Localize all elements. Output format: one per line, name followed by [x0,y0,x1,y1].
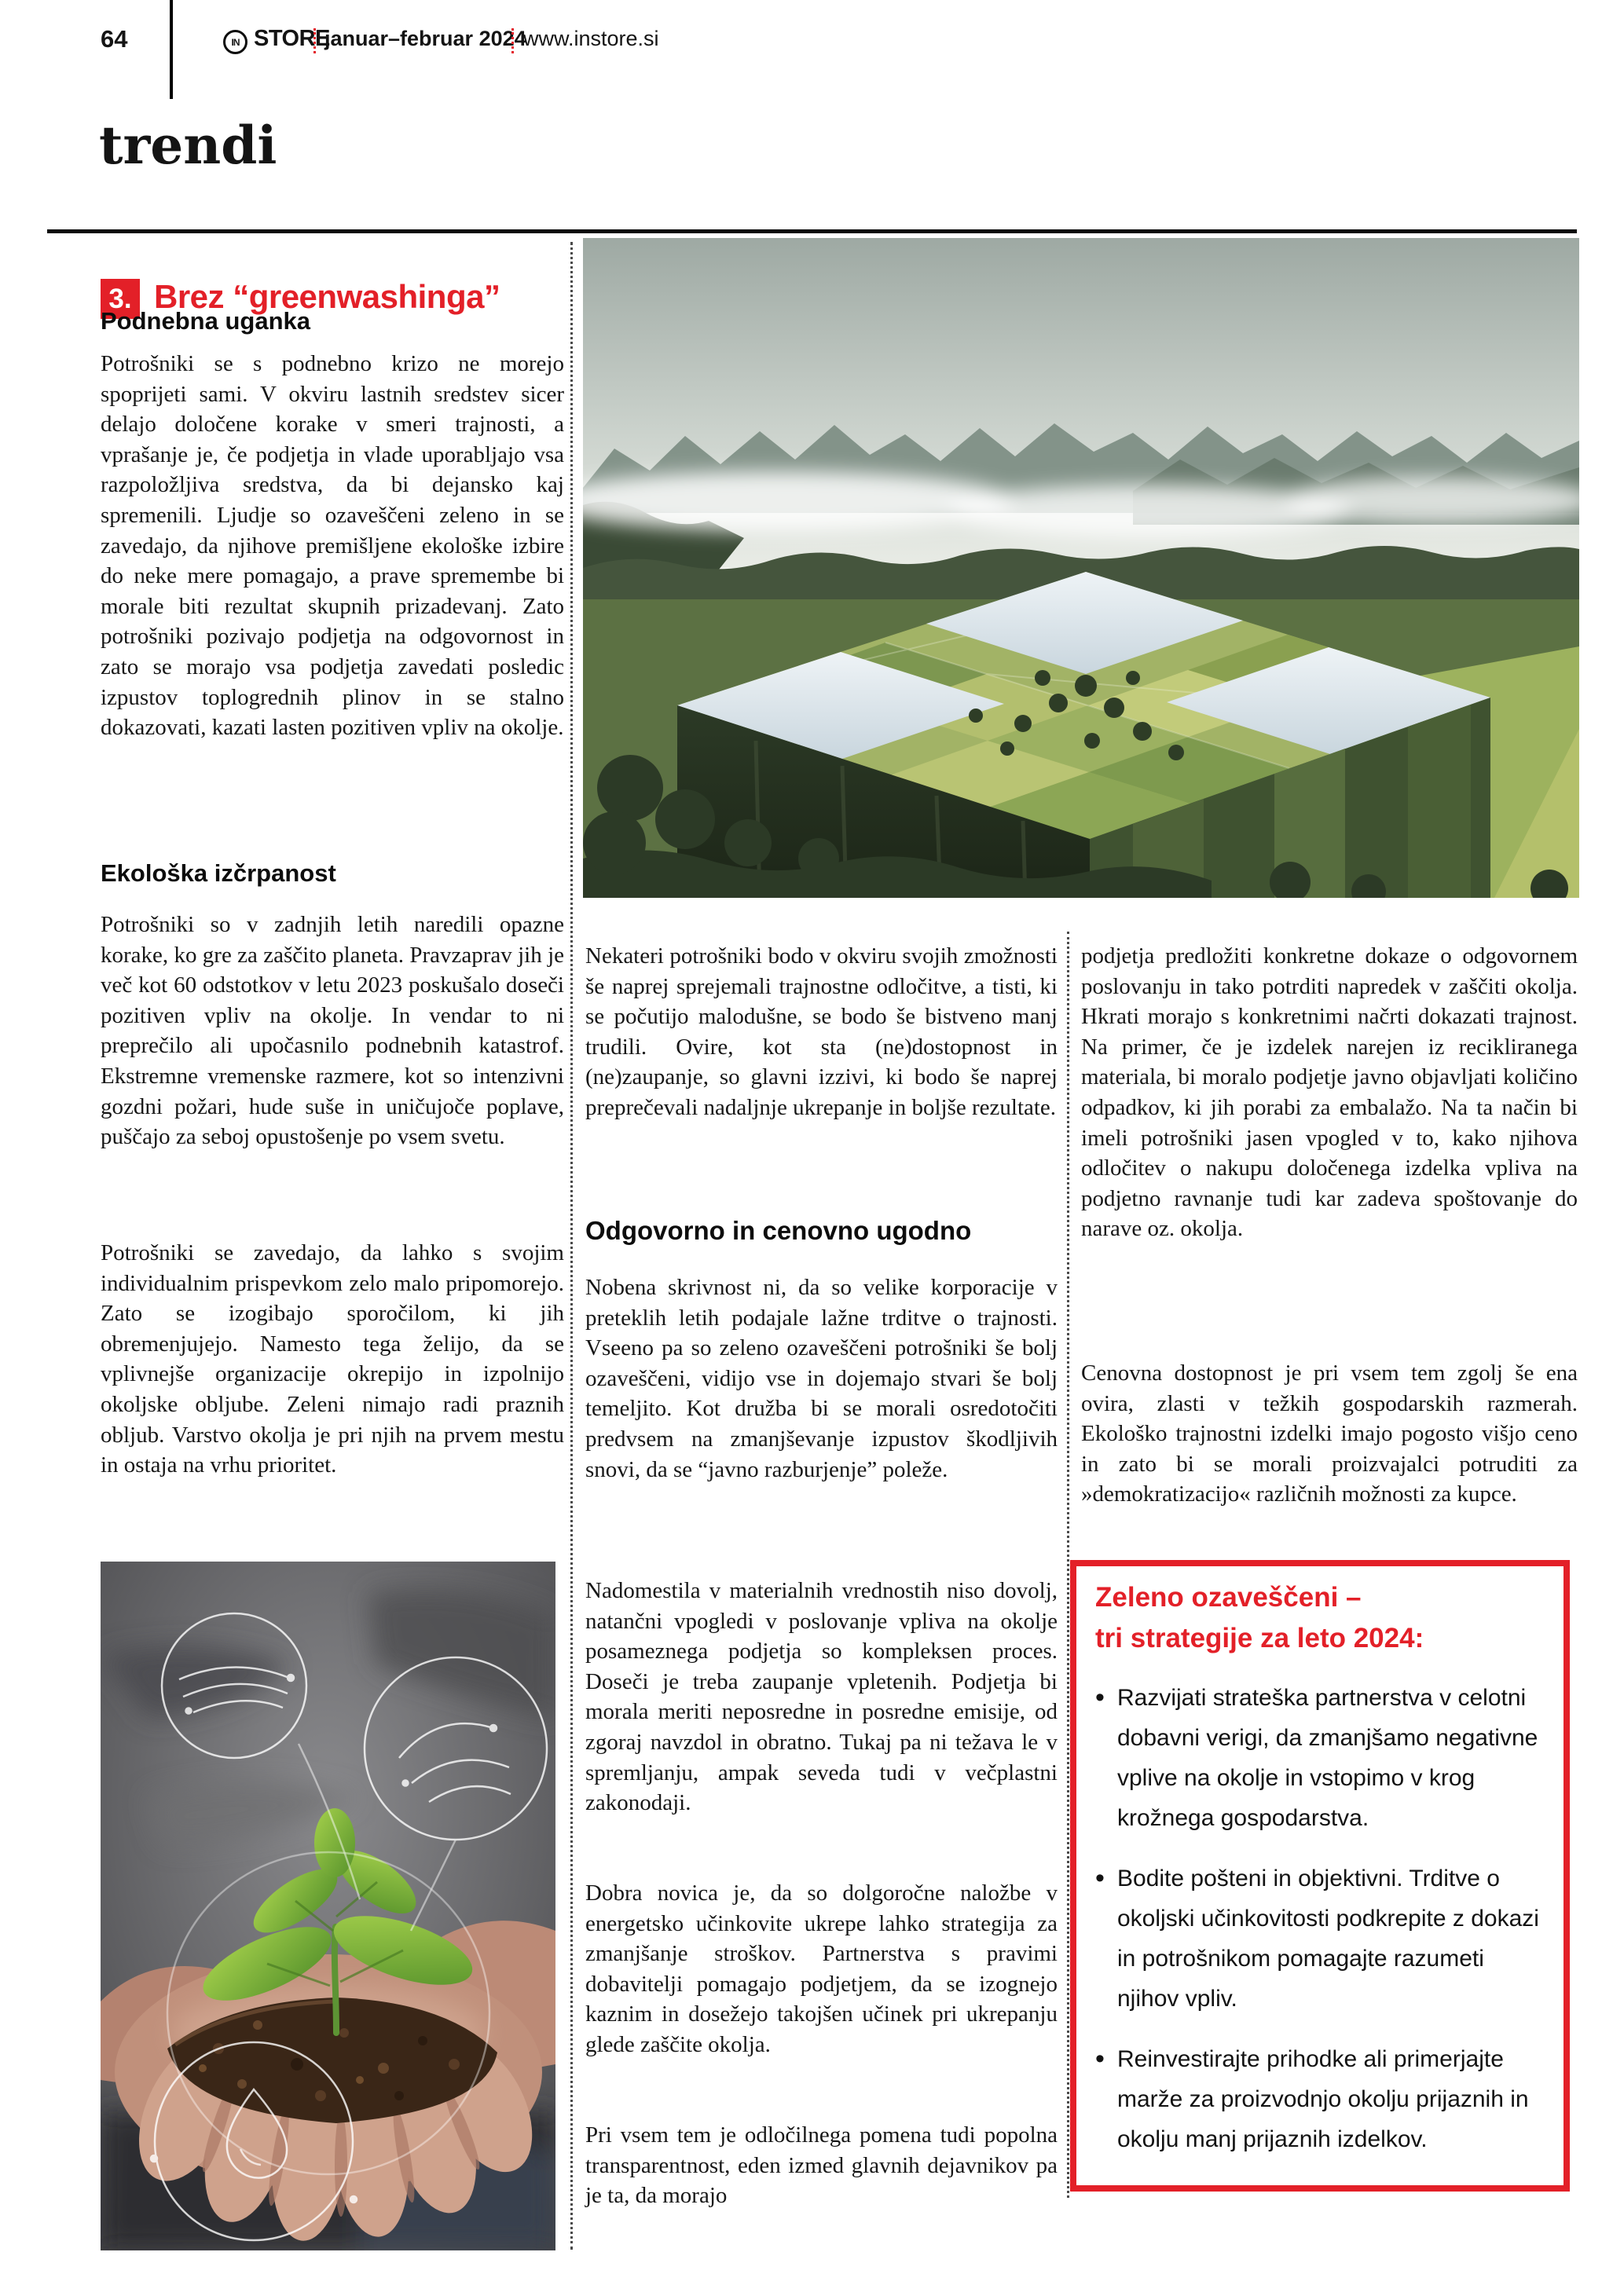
page-number: 64 [101,25,128,53]
strategy-box-title [1095,1577,1543,1659]
article-title: Brez “greenwashinga” [154,278,500,315]
strategy-box-title-line2: tri strategije za leto 2024: [1095,1623,1424,1653]
subheading-odgovorno-in-cenovno-ugodno: Odgovorno in cenovno ugodno [585,1216,972,1245]
body-paragraph: Potrošniki so v zadnjih letih naredili opazne korake, ko gre za zaščito planeta. Pravzaprav jih je več kot 60 odstotkov v letu 2023 poskušalo doseči pozitiven vpliv na okolje. In vendar to ni preprečilo ali upočasnilo podnebnih katastrof. Ekstremne vremenske razmere, kot so intenzivni gozdni požari, hude suše in uničujoče poplave, puščajo za seboj opustošenje po vsem svetu. [101,912,564,1150]
photo-hands-seedling [101,1562,555,2250]
website-url: www.instore.si [523,27,659,50]
subheading-podnebna-uganka: Podnebna uganka [101,307,310,335]
issue-date: januar–februar 2024 [324,27,526,50]
strategy-item-text: Reinvestirajte prihodke ali primerjajte marže za proizvodnjo okolju prijaznih in okolju manj prijaznih izdelkov. [1117,2046,1529,2152]
header-dotted-separator [511,28,514,53]
strategy-item-text: Razvijati strateška partnerstva v celotni dobavni verigi, da zmanjšamo negativne vplive na okolje in vstopimo v krog krožnega gospodarstva. [1117,1685,1538,1831]
body-paragraph: Nadomestila v materialnih vrednostih niso dovolj, natančni vpogledi v poslovanje vpliva na okolje posameznega podjetja so kompleksen proces. Doseči je treba zaupanje vpletenih. Podjetja bi morala meriti neposredne in posredne emisije, od zgoraj navzdol in obratno. Tukaj pa ni težava le v spremljanju, ampak seveda tudi v večplastni zakonodaji. [585,1578,1058,1816]
body-paragraph: podjetja predložiti konkretne dokaze o odgovornem poslovanju in tako potrditi napredek v zaščiti okolja. Hkrati morajo s konkretnimi načrti dokazati trajnost. Na primer, če je izdelek narejen iz recikliranega materiala, bi moralo podjetje javno objavljati količino odpadkov, ki jih porabi za embalažo. Na ta način bi imeli potrošniki jasen vpogled v to, kako njihova odločitev o nakupu določenega izdelka vpliva na podjetno ravnanje tudi kar zadeva spoštovanje do narave oz. okolja. [1081,943,1578,1242]
body-paragraph: Potrošniki se s podnebno krizo ne morejo spoprijeti sami. V okviru lastnih sredstev sicer delajo določene korake v smeri trajnosti, a vprašanje je, če podjetja in vlade uporabljajo vsa razpoložljiva sredstva, da bi dejansko kaj spremenili. Ljudje so ozaveščeni zeleno in se zavedajo, da njihove premišljene ekološke izbire do neke mere pomagajo, a prave spremembe bi morale biti rezultat skupnih prizadevanj. Zato potrošniki pozivajo podjetja na odgovornost in zato se morajo vsa podjetja zavedati posledic izpustov toplogrednih plinov in se stalno dokazovati, kazati lasten pozitiven vpliv na okolje. [101,351,564,741]
body-paragraph: Potrošniki se zavedajo, da lahko s svojim individualnim prispevkom zelo malo pripomorejo. Zato se izogibajo sporočilom, ki jih obremenjujejo. Namesto tega želijo, da se vplivnejše organizacije okrepijo in izpolnijo okoljske obljube. Zeleni nimajo radi praznih obljub. Varstvo okolja je pri njih na prvem mestu in ostaja na vrhu prioritet. [101,1240,564,1478]
strategy-item [1095,1678,1543,1838]
body-paragraph: Dobra novica je, da so dolgoročne naložbe v energetsko učinkovite ukrepe lahko strategija za zmanjšanje stroškov. Partnerstva s pravimi dobavitelji pomagajo podjetjem, da se izognejo kaznim in dosežejo takojšen učinek pri ukrepanju glede zaščite okolja. [585,1880,1058,2057]
subheading-ekoloska-izcrpanost: Ekološka izčrpanost [101,859,336,887]
strategy-box-title-line1: Zeleno ozaveščeni – [1095,1582,1362,1613]
header-divider-bar [170,0,173,99]
section-rule [47,229,1577,233]
body-paragraph: Nobena skrivnost ni, da so velike korporacije v preteklih letih podajale lažne trditve o trajnosti. Vseeno pa so zeleno ozaveščeni potrošniki še bolj ozaveščeni, vidijo vse in dojemajo stvari še bolj temeljito. Kot družba bi se morali osredotočiti predvsem na zmanjševanje izpustov škodljivih snovi, da se “javno razburjenje” poleže. [585,1275,1058,1482]
strategy-item [1095,1858,1543,2019]
header-dotted-separator [313,28,316,53]
instore-logo-icon: IN [223,30,247,54]
body-paragraph: Nekateri potrošniki bodo v okviru svojih zmožnosti še naprej sprejemali trajnostne odločitve, a tisti, ki se počutijo malodušne, se bodo še bistveno manj trudili. Ovire, kot sta (ne)dostopnost in (ne)zaupanje, so glavni izzivi, ki bodo še naprej preprečevali nadaljnje ukrepanje in boljše rezultate. [585,943,1058,1120]
body-paragraph: Pri vsem tem je odločilnega pomena tudi popolna transparentnost, eden izmed glavnih dejavnikov pa je ta, da morajo [585,2122,1058,2209]
strategy-item [1095,2039,1543,2159]
brand-name: STORE [254,26,330,51]
column-separator [1067,932,1069,2198]
article-number-badge: 3. [101,279,140,319]
strategy-item-text: Bodite pošteni in objektivni. Trditve o okoljski učinkovitosti podkrepite z dokazi in potrošnikom pomagajte razumeti njihov vpliv. [1117,1866,1539,2012]
hero-image-mirror-cube-landscape [583,238,1579,898]
body-paragraph: Cenovna dostopnost je pri vsem tem zgolj še ena ovira, zlasti v težkih gospodarskih razmerah. Ekološko trajnostni izdelki imajo pogosto višjo ceno in zato bi se morali proizvajalci potruditi za »demokratizacijo« različnih možnosti za kupce. [1081,1360,1578,1507]
section-title: trendi [99,115,277,176]
strategy-list [1095,1678,1543,2159]
column-separator [570,242,573,2250]
strategy-callout-box [1070,1560,1570,2192]
